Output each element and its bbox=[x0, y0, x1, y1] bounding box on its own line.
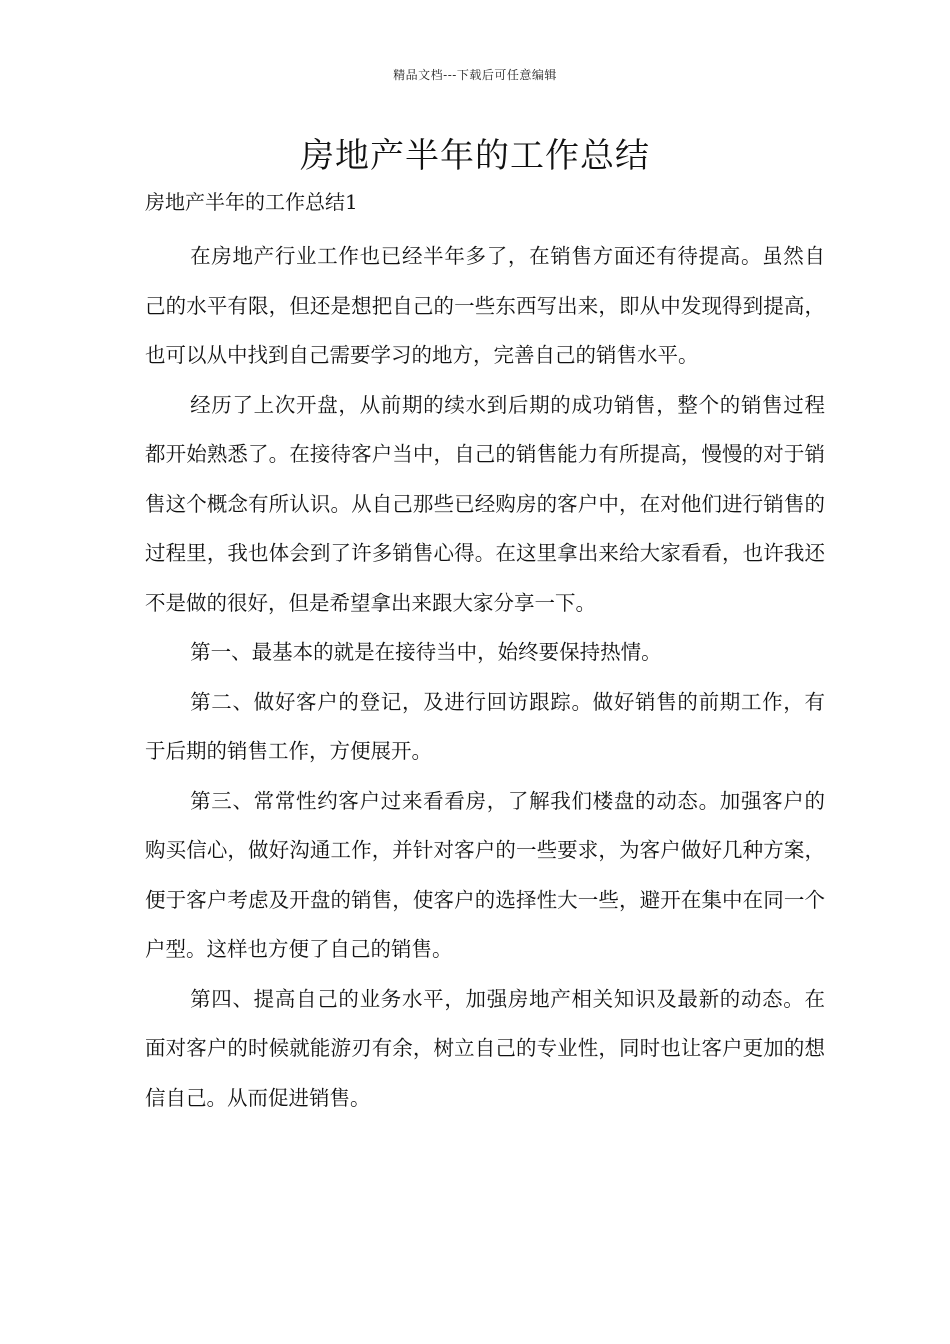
paragraph: 第四、提高自己的业务水平，加强房地产相关知识及最新的动态。在面对客户的时候就能游刃有余，树立自己的专业性，同时也让客户更加的想信自己。从而促进销售。 bbox=[145, 986, 825, 1110]
paragraph: 在房地产行业工作也已经半年多了，在销售方面还有待提高。虽然自己的水平有限，但还是想把自己的一些东西写出来，即从中发现得到提高，也可以从中找到自己需要学习的地方，完善自己的销售水平。 bbox=[145, 244, 825, 367]
paragraph: 第一、最基本的就是在接待当中，始终要保持热情。 bbox=[190, 640, 662, 664]
document-body bbox=[145, 232, 825, 1123]
paragraph: 第二、做好客户的登记，及进行回访跟踪。做好销售的前期工作，有于后期的销售工作，方便展开。 bbox=[145, 689, 825, 763]
document-title: 房地产半年的工作总结 bbox=[300, 136, 650, 176]
page-header-note: 精品文档---下载后可任意编辑 bbox=[393, 68, 557, 82]
document-subtitle: 房地产半年的工作总结1 bbox=[145, 190, 358, 214]
paragraph: 第三、常常性约客户过来看看房，了解我们楼盘的动态。加强客户的购买信心，做好沟通工作，并针对客户的一些要求，为客户做好几种方案，便于客户考虑及开盘的销售，使客户的选择性大一些，避开在集中在同一个户型。这样也方便了自己的销售。 bbox=[145, 788, 825, 961]
paragraph: 经历了上次开盘，从前期的续水到后期的成功销售，整个的销售过程都开始熟悉了。在接待客户当中，自己的销售能力有所提高，慢慢的对于销售这个概念有所认识。从自己那些已经购房的客户中，在对他们进行销售的过程里，我也体会到了许多销售心得。在这里拿出来给大家看看，也许我还不是做的很好，但是希望拿出来跟大家分享一下。 bbox=[145, 392, 825, 615]
